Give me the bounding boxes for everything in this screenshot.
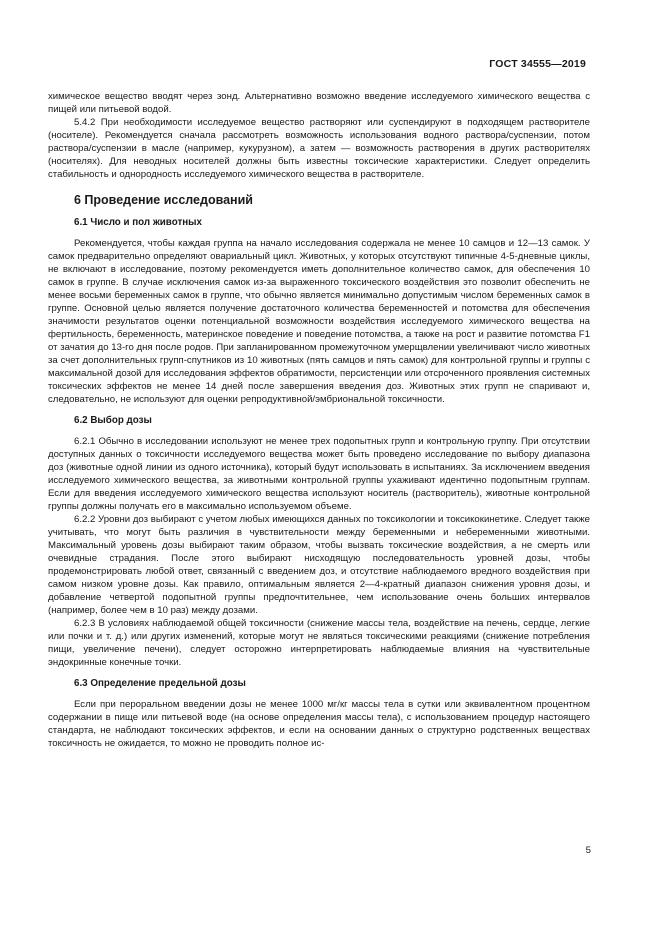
page-number: 5 [585,845,591,856]
document-body [48,90,590,750]
subsection-heading-6-1: 6.1 Число и пол животных [74,217,202,228]
paragraph-6-2-2: 6.2.2 Уровни доз выбирают с учетом любых имеющихся данных по токсикологии и токсикокинетике. Следует также учитывать, что могут быть различия в чувствительности между беременными и небеременными животными. Максимальный уровень дозы выбирают таким образом, чтобы вызвать токсические воздействия, а не смерть или очевидные страдания. После этого выбирают нисходящую последовательность уровней дозы, чтобы продемонстрировать любой ответ, связанный с введением доз, и отсутствие наблюдаемого вредного воздействия при самом низком уровне дозы. Как правило, оптимальным является 2—4-кратный диапазон снижения уровня дозы, и добавление четвертой подопытной группы предпочтительнее, чем использование очень больших интервалов (например, более чем в 10 раз) между дозами. [48,514,590,616]
section-heading-6: 6 Проведение исследований [74,193,253,207]
paragraph-6-3: Если при пероральном введении дозы не менее 1000 мг/кг массы тела в сутки или эквивалентном процентном содержании в пище или питьевой воде (на основе определения массы тела), с использованием процедур настоящего стандарта, не наблюдают токсических эффектов, и если на основании данных о структурно родственных веществах токсичность не ожидается, то можно не проводить полное ис- [48,699,590,749]
subsection-heading-6-3: 6.3 Определение предельной дозы [74,678,246,689]
document-code: ГОСТ 34555—2019 [489,58,586,70]
paragraph: химическое вещество вводят через зонд. Альтернативно возможно введение исследуемого химического вещества с пищей или питьевой водой. [48,91,590,115]
paragraph-6-2-1: 6.2.1 Обычно в исследовании используют не менее трех подопытных групп и контрольную группу. При отсутствии доступных данных о токсичности исследуемого вещества может быть проведено исследование по выбору диапазона доз (животные одной линии из одного источника), который будут использовать в испытаниях. За исключением введения исследуемого химического вещества, за животными контрольной группы ухаживают идентично подопытным группам. Если для введения исследуемого химического вещества используют носитель (растворитель), животные контрольной группы должны получать его в максимально используемом объеме. [48,436,590,512]
paragraph-5-4-2: 5.4.2 При необходимости исследуемое вещество растворяют или суспендируют в подходящем растворителе (носителе). Рекомендуется сначала рассмотреть возможность использования водного раствора/суспензии, потом раствора/суспензии в масле (например, кукурузном), а затем — возможность растворения в других растворителях (носителях). Для неводных носителей должны быть известны токсические характеристики. Следует определить стабильность и однородность исследуемого химического вещества в растворителе. [48,117,590,180]
subsection-heading-6-2: 6.2 Выбор дозы [74,415,152,426]
paragraph-6-1: Рекомендуется, чтобы каждая группа на начало исследования содержала не менее 10 самцов и 12—13 самок. У самок предварительно определяют овариальный цикл. Животных, у которых отсутствуют типичные 4-5-дневные циклы, не включают в исследование, поэтому рекомендуется иметь дополнительное количество самок, для обеспечения 10 самок в группе. В случае исключения самок из-за выраженного токсического воздействия это позволит обеспечить не менее восьми беременных самок в группе, что обычно является минимально допустимым числом беременных самок в группе. Основной целью является получение достаточного количества беременностей и потомства для обеспечения значимости результатов оценки потенциальной возможности воздействия исследуемого химического вещества на фертильность, беременность, материнское поведение и поведение потомства, а также на рост и развитие потомства F1 от зачатия до 13-го дня после родов. При запланированном промежуточном умерщвлении увеличивают число животных за счет дополнительных групп-спутников из 10 животных (пять самцов и пять самок) для контрольной группы и группы с максимальной дозой для исследования эффектов обратимости, персистенции или отсроченного проявления системных токсических эффектов не менее 14 дней после завершения введения доз. Животных этих групп не спаривают и, следовательно, не используют для оценки репродуктивной/эмбриональной токсичности. [48,238,590,405]
paragraph-6-2-3: 6.2.3 В условиях наблюдаемой общей токсичности (снижение массы тела, воздействие на печень, сердце, легкие или почки и т. д.) или других изменений, которые могут не являться токсическими реакциями (снижение потребления пищи, увеличение печени), следует осторожно интерпретировать наблюдаемые влияния на чувствительные эндокринные конечные точки. [48,618,590,668]
